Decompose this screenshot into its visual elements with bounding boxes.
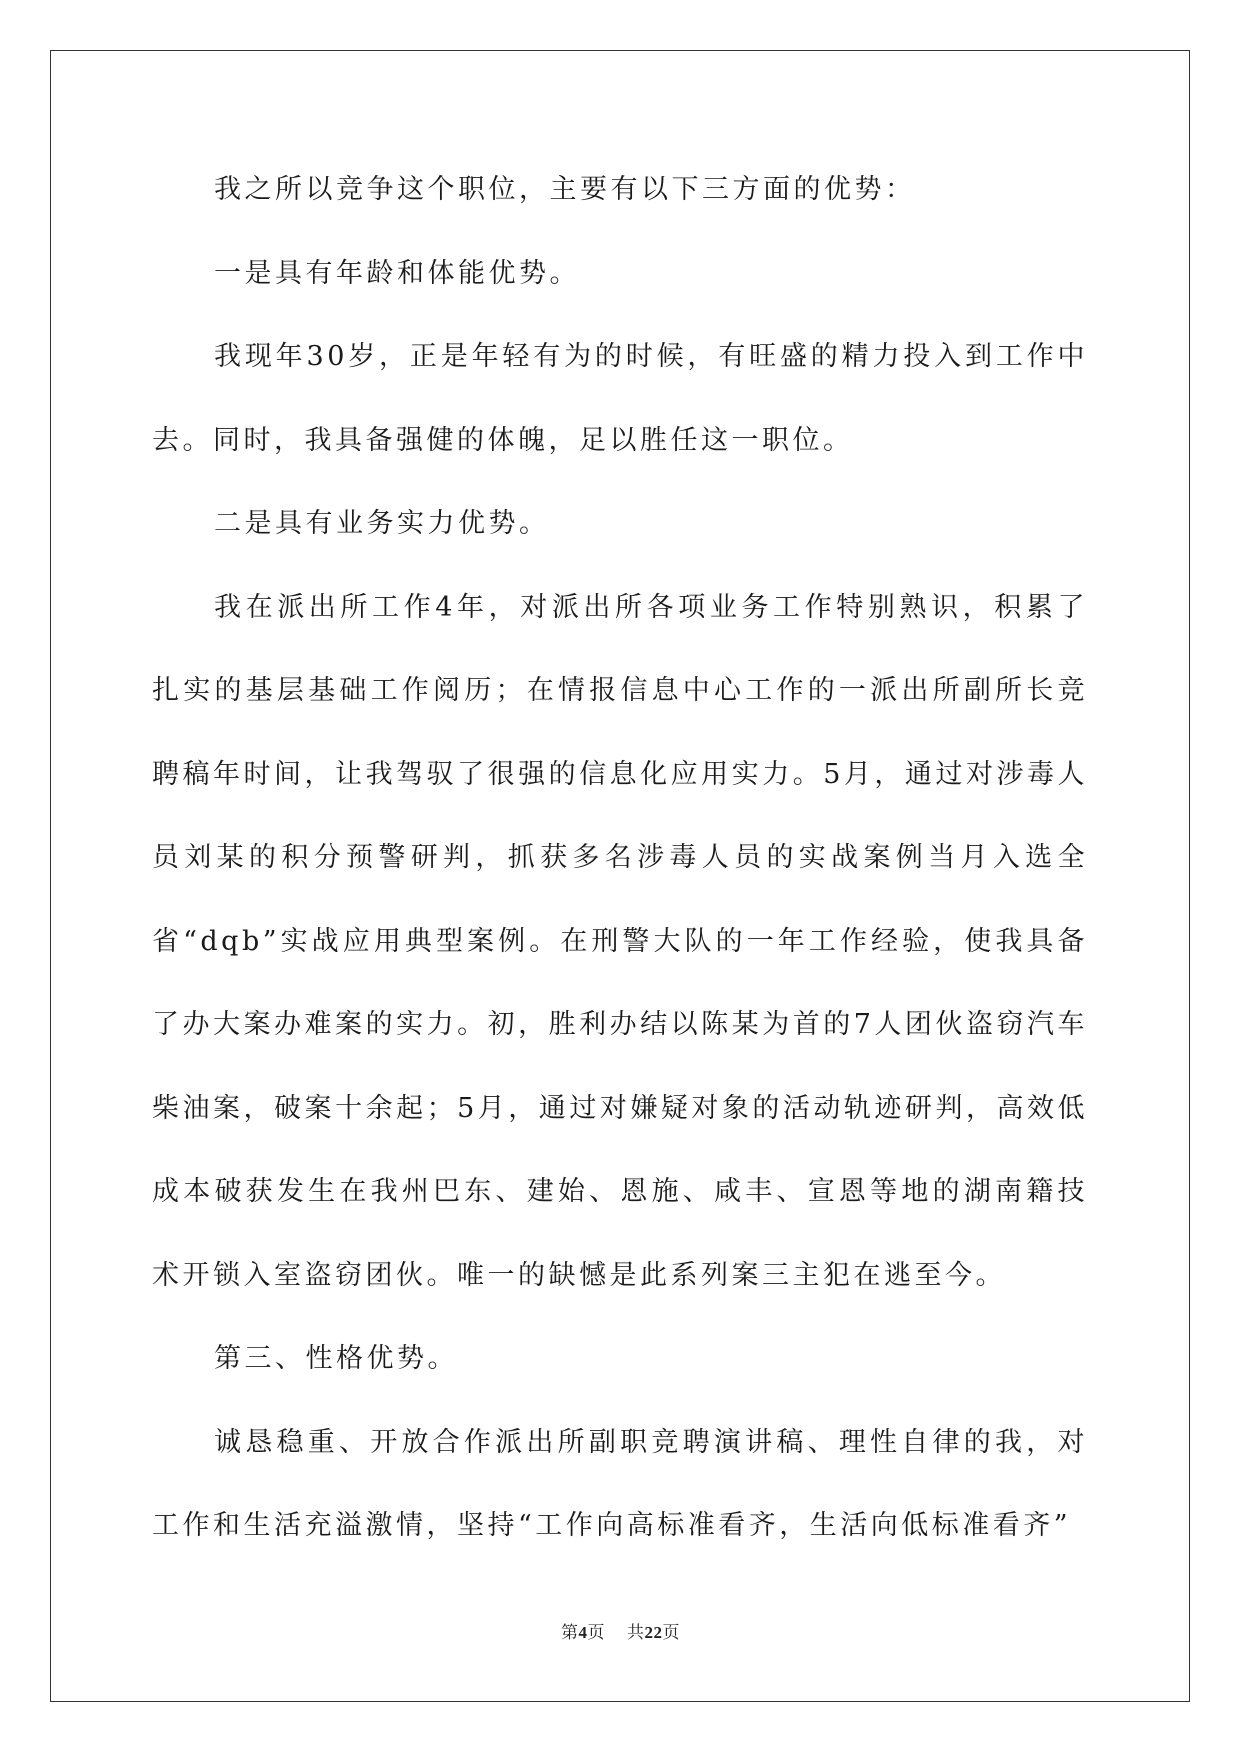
paragraph-character-detail: 诚恳稳重、开放合作派出所副职竞聘演讲稿、理性自律的我，对工作和生活充溢激情，坚持“工作向高标准看齐，生活向低标准看齐” [152, 1426, 1088, 1541]
paragraph-heading-business-advantage: 二是具有业务实力优势。 [214, 508, 550, 539]
page-footer [0, 1618, 1241, 1643]
document-body [152, 170, 1088, 1568]
paragraph-advantages-intro: 我之所以竞争这个职位，主要有以下三方面的优势： [214, 174, 916, 205]
paragraph-heading-age-advantage: 一是具有年龄和体能优势。 [214, 257, 580, 289]
footer-total-suffix: 页 [662, 1623, 680, 1642]
footer-total-pages: 22 [644, 1623, 663, 1642]
paragraph-heading-character-advantage: 第三、性格优势。 [214, 1343, 458, 1374]
paragraph-age-detail: 我现年30岁，正是年轻有为的时候，有旺盛的精力投入到工作中去。同时，我具备强健的体魄，足以胜任这一职位。 [152, 341, 1088, 456]
footer-page-suffix: 页 [587, 1623, 605, 1642]
paragraph-business-detail: 我在派出所工作4年，对派出所各项业务工作特别熟识，积累了扎实的基层基础工作阅历；在情报信息中心工作的一派出所副所长竞聘稿年时间，让我驾驭了很强的信息化应用实力。5月，通过对涉毒人员刘某的积分预警研判，抓获多名涉毒人员的实战案例当月入选全省“dqb”实战应用典型案例。在刑警大队的一年工作经验，使我具备了办大案办难案的实力。初，胜利办结以陈某为首的7人团伙盗窃汽车柴油案，破案十余起；5月，通过对嫌疑对象的活动轨迹研判，高效低成本破获发生在我州巴东、建始、恩施、咸丰、宣恩等地的湖南籍技术开锁入室盗窃团伙。唯一的缺憾是此系列案三主犯在逃至今。 [152, 591, 1088, 1291]
footer-total-prefix: 共 [627, 1623, 645, 1642]
footer-page-number: 4 [578, 1623, 588, 1642]
footer-page-prefix: 第 [561, 1623, 579, 1642]
